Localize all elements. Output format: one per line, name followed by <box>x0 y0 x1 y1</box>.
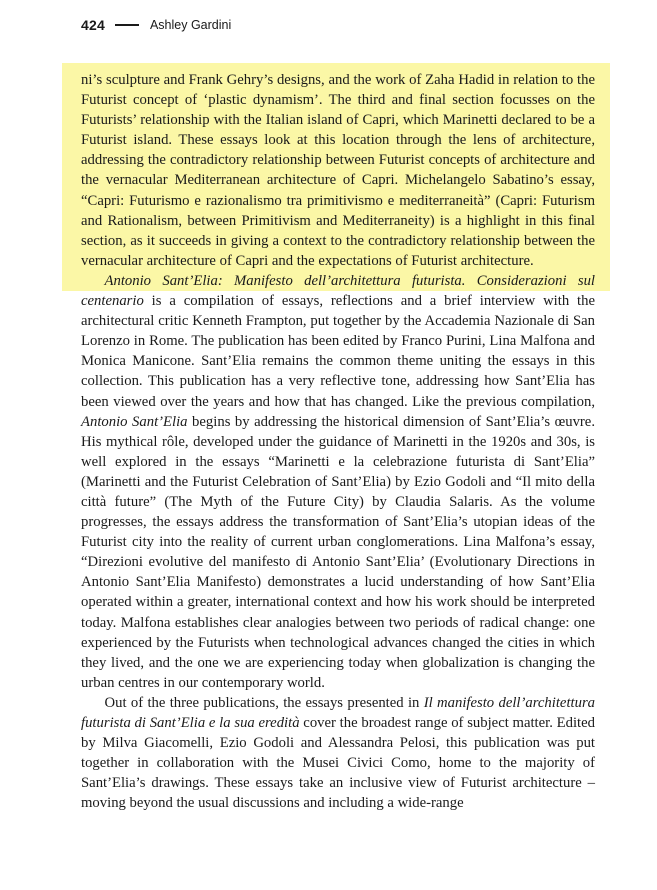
running-header-author: Ashley Gardini <box>149 18 232 32</box>
header-dash-rule <box>115 24 139 26</box>
paragraph-text: begins by addressing the historical dimension of Sant’Elia’s œuvre. His mythical rôle, developed under the guidance of Marinetti in the 1920s and 30s, is well explored in the essays “Marinetti e la celebrazione futurista di Sant’Elia” (Marinetti and the Futurist Celebration of Sant’Elia) by Ezio Godoli and “Il mito della città future” (The Myth of the Future City) by Claudia Salaris. As the volume progresses, the essays address the transformation of Sant’Elia’s utopian ideas of the Futurist city into the reality of current urban conglomerations. Lina Malfona’s essay, “Direzioni evolutive del manifesto di Antonio Sant’Elia’ (Evolutionary Directions in Antonio Sant’Elia Manifesto) demonstrates a lucid understanding of how Sant’Elia operated within a greater, international context and how his work should be interpreted today. Malfona establishes clear analogies between two periods of radical change: one experienced by the Futurists when technological advances changed the cities in which they lived, and the one we are experiencing today when globalization is changing the urban centres in our contemporary world. <box>81 413 595 691</box>
paragraph-three-publications <box>81 693 595 814</box>
running-header <box>81 14 231 36</box>
paragraph-santelia-manifesto <box>81 271 595 693</box>
paragraph-text: Out of the three publications, the essays presented in <box>104 694 424 711</box>
paragraph-text: is a compilation of essays, reflections and a brief interview with the architectural critic Kenneth Frampton, put together by the Accademia Nazionale di San Lorenzo in Rome. The publication has been edited by Franco Purini, Lina Malfona and Monica Manicone. Sant’Elia remains the common theme uniting the essays in this collection. This publication has a very reflective tone, addressing how Sant’Elia has been viewed over the years and how that has changed. Like the previous compilation, <box>81 293 595 410</box>
paragraph-highlighted: ni’s sculpture and Frank Gehry’s designs, and the work of Zaha Hadid in relation to the Futurist concept of ‘plastic dynamism’. The third and final section focusses on the Futurists’ relationship with the Italian island of Capri, which Marinetti declared to be a Futurist island. These essays look at this location through the lens of architecture, addressing the contradictory relationship between Futurist concepts of architecture and the vernacular Mediterranean architecture of Capri. Michelangelo Sabatino’s essay, “Capri: Futurismo e razionalismo tra primitivismo e mediterraneità” (Capri: Futurism and Rationalism, between Primitivism and Mediterraneity) is a highlight in this final section, as it succeeds in giving a context to the contradictory relationship between the vernacular architecture of Capri and the expectations of Futurist architecture. <box>81 72 595 269</box>
book-title-italic: Antonio Sant’Elia <box>81 413 188 430</box>
book-title-italic: Il manifesto dell’architettura futurista di Sant’Elia e la sua eredità <box>81 694 596 731</box>
page-number: 424 <box>81 17 105 33</box>
book-title-italic: Antonio Sant’Elia: Manifesto dell’architettura futurista. Considerazioni sul centenario <box>81 272 595 310</box>
body-text <box>81 70 595 813</box>
paragraph-text: cover the broadest range of subject matter. Edited by Milva Giacomelli, Ezio Godoli and Alessandra Pelosi, this publication was put together in collaboration with the Musei Civici Como, home to the majority of Sant’Elia’s drawings. These essays take an inclusive view of Futurist architecture – moving beyond the usual discussions and including a wide-range <box>81 715 595 812</box>
